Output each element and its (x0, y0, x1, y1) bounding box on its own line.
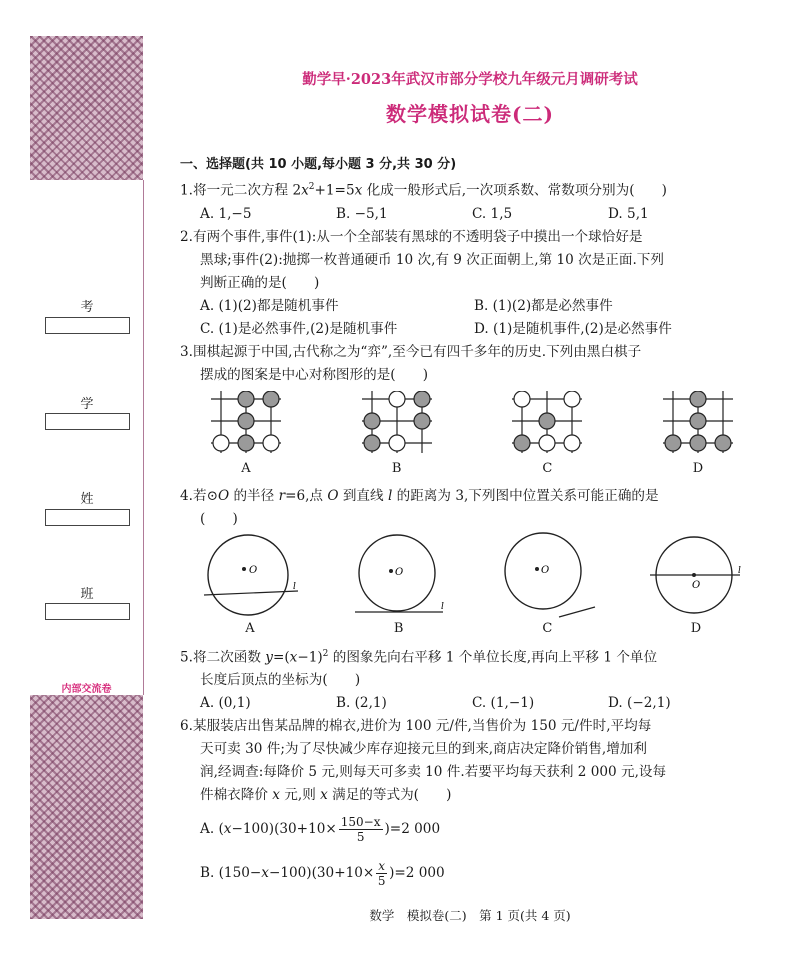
school-label: 学 (80, 397, 118, 412)
circle-figure-c (497, 531, 597, 637)
svg-text:O: O (394, 566, 403, 578)
question-2-line: 2.有两个事件,事件(1):从一个全部装有黑球的不透明袋子中摸出一个球恰好是 (180, 228, 643, 245)
section-heading: 一、选择题(共 10 小题,每小题 3 分,共 30 分) (180, 157, 457, 172)
go-figure-d (658, 391, 738, 477)
svg-text:O: O (541, 564, 550, 576)
svg-text:O: O (691, 579, 701, 591)
circle-figure-b (349, 531, 449, 637)
option-b: B. −5,1 (336, 205, 388, 222)
option-a: A. (0,1) (200, 695, 251, 712)
figure-caption: A (245, 620, 255, 636)
option-d: D. (−2,1) (608, 695, 671, 712)
svg-text:l: l (293, 581, 296, 592)
name-field[interactable] (45, 509, 130, 526)
figure-caption: D (690, 620, 702, 636)
question-1-stem: 1.将一元二次方程 $2x^2+1=5x$ 化成一般形式后,一次项系数、常数项分别为( ) (180, 182, 667, 199)
question-6-line: 润,经调查:每降价 5 元,则每天可多卖 10 件.若要平均每天获利 2 000 元,设每 (200, 764, 667, 781)
go-figure-b (357, 391, 437, 477)
question-5-line: 长度后顶点的坐标为( ) (200, 672, 361, 689)
page-title: 数学模拟试卷(二) (386, 102, 554, 126)
question-5-options (180, 692, 752, 715)
figure-caption: C (542, 460, 553, 476)
figure-caption: B (391, 460, 402, 476)
question-4-line: ( ) (200, 510, 238, 527)
question-3-line: 摆成的图案是中心对称图形的是( ) (200, 366, 429, 383)
name-label: 姓 (80, 492, 118, 507)
option-c: C. (1,−1) (472, 695, 535, 712)
go-board-figures (180, 391, 752, 477)
option-c: C. (1)是必然事件,(2)是随机事件 (200, 320, 398, 337)
go-figure-c (507, 391, 587, 477)
option-a: A. 1,−5 (200, 205, 252, 222)
exam-number-field[interactable] (45, 317, 130, 334)
page-footer: 数学 模拟卷(二) 第 1 页(共 4 页) (369, 908, 571, 923)
figure-caption: D (692, 460, 704, 476)
exam-number-label: 考 (80, 300, 118, 315)
school-field[interactable] (45, 413, 130, 430)
class-label: 班 (80, 587, 118, 602)
option-d: D. (1)是随机事件,(2)是必然事件 (474, 320, 672, 337)
circle-figure-d (646, 531, 746, 637)
option-c: C. 1,5 (472, 205, 513, 222)
figure-caption: C (542, 620, 553, 636)
figure-caption: A (241, 460, 251, 476)
class-field[interactable] (45, 603, 130, 620)
question-6-option-a: A. ( x −100)(30+10× $\frac{150-x}{5}$ )=2 000 (200, 814, 441, 844)
internal-note: 内部交流卷 (61, 684, 112, 695)
question-5-line: 5.将二次函数 $y=(x-1)^2$ 的图象先向右平移 1 个单位长度,再向上平移 1 个单位 (180, 648, 658, 666)
option-d: D. 5,1 (608, 205, 649, 222)
question-3-line: 3.围棋起源于中国,古代称之为“弈”,至今已有四千多年的历史.下列由黑白棋子 (180, 343, 642, 360)
option-b: B. (2,1) (336, 695, 387, 712)
question-2-line: 黑球;事件(2):抛掷一枚普通硬币 10 次,有 9 次正面朝上,第 10 次是正面.下列 (200, 251, 664, 268)
question-1-options (180, 203, 752, 226)
question-6-option-b: B. (150− x −100)(30+10× $\frac{x}{5}$ )=2 000 (200, 858, 445, 888)
question-2-line: 判断正确的是( ) (200, 274, 320, 291)
svg-text:l: l (737, 565, 741, 576)
option-b: B. (1)(2)都是必然事件 (474, 297, 613, 314)
exam-header: 勤学早·2023年武汉市部分学校九年级元月调研考试 (302, 71, 638, 88)
circle-figure-a (200, 531, 300, 637)
question-4-line: 4.若⊙O 的半径 r=6,点 O 到直线 l 的距离为 3,下列图中位置关系可能正确的是 (180, 487, 659, 504)
circle-figures (180, 531, 752, 637)
go-figure-a (206, 391, 286, 477)
svg-text:O: O (249, 564, 258, 576)
questions (180, 153, 752, 895)
figure-caption: B (393, 620, 404, 636)
fraction: $\frac{x}{5}$ (377, 858, 386, 888)
question-2-options (180, 295, 752, 318)
question-6-line: 件棉衣降价 x 元,则 x 满足的等式为( ) (200, 787, 452, 804)
svg-text:l: l (440, 601, 444, 612)
fraction: $\frac{150-x}{5}$ (340, 814, 381, 844)
option-a: A. (1)(2)都是随机事件 (200, 297, 339, 314)
question-6-line: 6.某服装店出售某品牌的棉衣,进价为 100 元/件,当售价为 150 元/件时,平均每 (180, 718, 652, 735)
question-2-options (180, 318, 752, 341)
question-6-line: 天可卖 30 件;为了尽快减少库存迎接元旦的到来,商店决定降价销售,增加利 (200, 741, 647, 758)
